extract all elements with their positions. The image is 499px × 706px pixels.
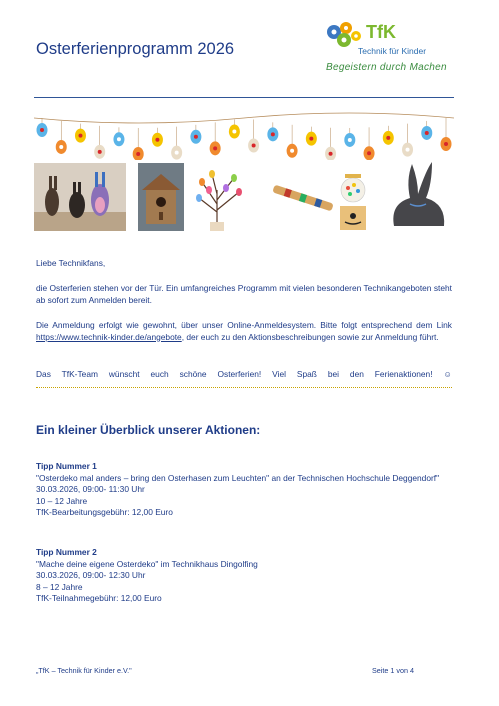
tip-fee: TfK-Teilnahmegebühr: 12,00 Euro xyxy=(36,593,162,604)
tip-2 xyxy=(36,547,452,605)
tip-title: Tipp Nummer 2 xyxy=(36,547,97,557)
tip-1 xyxy=(36,461,452,519)
intro-paragraph: die Osterferien stehen vor der Tür. Ein umfangreiches Programm mit vielen besonderen Technikangeboten steht ab sofort zum Anmelden bereit. xyxy=(36,283,452,305)
tip-title: Tipp Nummer 1 xyxy=(36,461,97,471)
egg-heart-icon xyxy=(348,138,352,142)
egg-heart-icon xyxy=(329,152,333,156)
greeting: Liebe Technikfans, xyxy=(36,258,106,268)
registration-paragraph xyxy=(36,320,452,343)
overview-heading: Ein kleiner Überblick unserer Aktionen: xyxy=(36,423,261,437)
birdhouse-photo xyxy=(138,163,184,231)
egg-heart-icon xyxy=(59,145,63,149)
candy-dispenser-photo xyxy=(340,174,366,230)
wooden-easter-bunnies-photo xyxy=(34,163,126,231)
registration-text-after: , der euch zu den Aktionsbeschreibungen sowie zur Anmeldung führt. xyxy=(181,331,439,342)
egg-heart-icon xyxy=(213,146,217,150)
wooden-rabbit-silhouette-photo xyxy=(393,162,444,226)
rainstick-photo xyxy=(272,185,333,212)
egg-heart-icon xyxy=(136,152,140,156)
egg-heart-icon xyxy=(367,151,371,155)
egg-heart-icon xyxy=(309,137,313,141)
page-title: Osterferienprogramm 2026 xyxy=(36,40,235,58)
tip-description: "Osterdeko mal anders – bring den Osterhasen zum Leuchten" an der Technischen Hochschule Deggendorf" xyxy=(36,472,440,483)
egg-heart-icon xyxy=(232,129,236,133)
egg-heart-icon xyxy=(194,135,198,139)
header-divider xyxy=(34,97,454,98)
tip-datetime: 30.03.2026, 09:00- 11:30 Uhr xyxy=(36,484,145,495)
logo-subtitle: Technik für Kinder xyxy=(358,46,427,56)
photos-row xyxy=(34,160,454,235)
footer-organization: „TfK – Technik für Kinder e.V." xyxy=(36,666,132,675)
egg-heart-icon xyxy=(117,137,121,141)
easter-egg-tree-photo xyxy=(196,170,242,231)
egg-heart-icon xyxy=(155,138,159,142)
logo-brand: TfK xyxy=(366,22,396,42)
egg-heart-icon xyxy=(386,136,390,140)
egg-heart-icon xyxy=(175,151,179,155)
egg-heart-icon xyxy=(271,132,275,136)
tip-datetime: 30.03.2026, 09:00- 12:30 Uhr xyxy=(36,570,146,581)
egg-heart-icon xyxy=(252,143,256,147)
tip-age: 10 – 12 Jahre xyxy=(36,495,88,506)
egg-heart-icon xyxy=(425,131,429,135)
egg-heart-icon xyxy=(40,128,44,132)
tip-description: "Mache deine eigene Osterdeko" im Technikhaus Dingolfing xyxy=(36,558,258,569)
egg-heart-icon xyxy=(290,149,294,153)
dotted-divider xyxy=(36,387,452,388)
registration-link[interactable]: https://www.technik-kinder.de/angebote xyxy=(36,331,182,342)
footer-page-number: Seite 1 von 4 xyxy=(372,666,414,675)
easter-egg-garland-image xyxy=(34,110,454,160)
logo-slogan: Begeistern durch Machen xyxy=(326,62,447,73)
egg-heart-icon xyxy=(98,150,102,154)
egg-heart-icon xyxy=(78,134,82,138)
tip-age: 8 – 12 Jahre xyxy=(36,581,83,592)
registration-text-before: Die Anmeldung erfolgt wie gewohnt, über unser Online-Anmeldesystem. Bitte folgt entsprechend dem Link xyxy=(36,320,452,330)
closing-paragraph: Das TfK-Team wünscht euch schöne Osterferien! Viel Spaß bei den Ferienaktionen! ☺ xyxy=(36,369,452,379)
egg-heart-icon xyxy=(444,142,448,146)
egg-heart-icon xyxy=(406,148,410,152)
tip-fee: TfK-Bearbeitungsgebühr: 12,00 Euro xyxy=(36,507,173,518)
